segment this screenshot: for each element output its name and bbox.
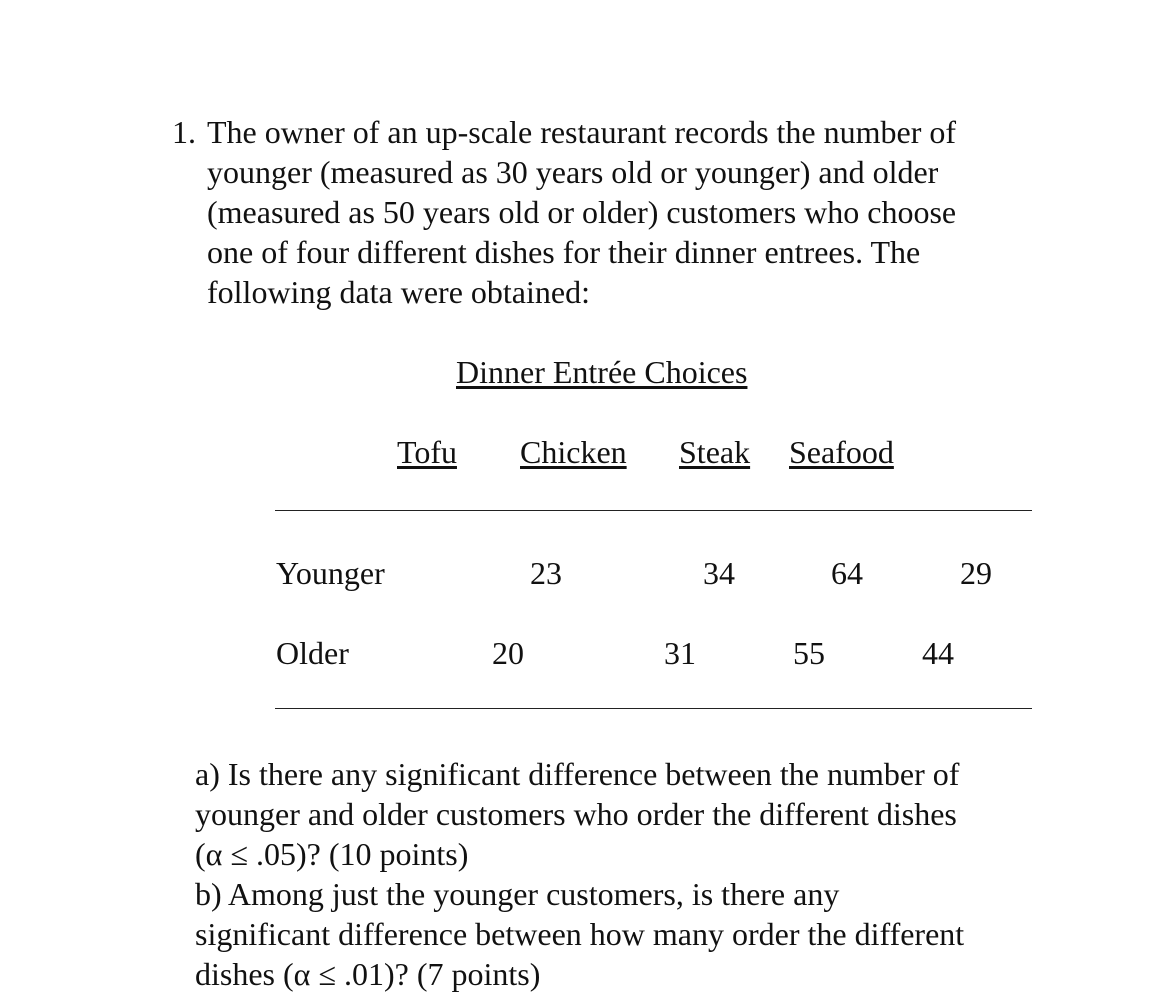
row-label-younger: Younger bbox=[276, 555, 385, 591]
table-cell: 44 bbox=[922, 635, 954, 671]
question-text-line: The owner of an up-scale restaurant records the number of bbox=[207, 114, 957, 150]
question-text-line: following data were obtained: bbox=[207, 274, 590, 310]
part-b-text-line: b) Among just the younger customers, is there any bbox=[195, 876, 840, 912]
part-a-text-line: younger and older customers who order the different dishes bbox=[195, 796, 957, 832]
part-a-text-line: a) Is there any significant difference between the number of bbox=[195, 756, 960, 792]
table-cell: 29 bbox=[960, 555, 992, 591]
table-cell: 23 bbox=[530, 555, 562, 591]
column-header-steak: Steak bbox=[679, 434, 751, 470]
table-cell: 34 bbox=[703, 555, 735, 591]
part-b-text-line: dishes (α ≤ .01)? (7 points) bbox=[195, 956, 541, 992]
part-b-text-line: significant difference between how many order the different bbox=[195, 916, 965, 952]
column-header-chicken: Chicken bbox=[520, 434, 627, 470]
table-cell: 31 bbox=[664, 635, 696, 671]
question-number: 1. bbox=[172, 114, 196, 150]
table-top-rule bbox=[275, 510, 1032, 511]
table-cell: 55 bbox=[793, 635, 825, 671]
table-bottom-rule bbox=[275, 708, 1032, 709]
row-label-older: Older bbox=[276, 635, 349, 671]
question-text-line: younger (measured as 30 years old or younger) and older bbox=[207, 154, 939, 190]
question-text-line: one of four different dishes for their dinner entrees. The bbox=[207, 234, 921, 270]
table-title: Dinner Entrée Choices bbox=[456, 354, 748, 390]
table-cell: 64 bbox=[831, 555, 863, 591]
part-a-text-line: (α ≤ .05)? (10 points) bbox=[195, 836, 469, 872]
table-cell: 20 bbox=[492, 635, 524, 671]
column-header-tofu: Tofu bbox=[397, 434, 457, 470]
question-text-line: (measured as 50 years old or older) customers who choose bbox=[207, 194, 957, 230]
column-header-seafood: Seafood bbox=[789, 434, 894, 470]
